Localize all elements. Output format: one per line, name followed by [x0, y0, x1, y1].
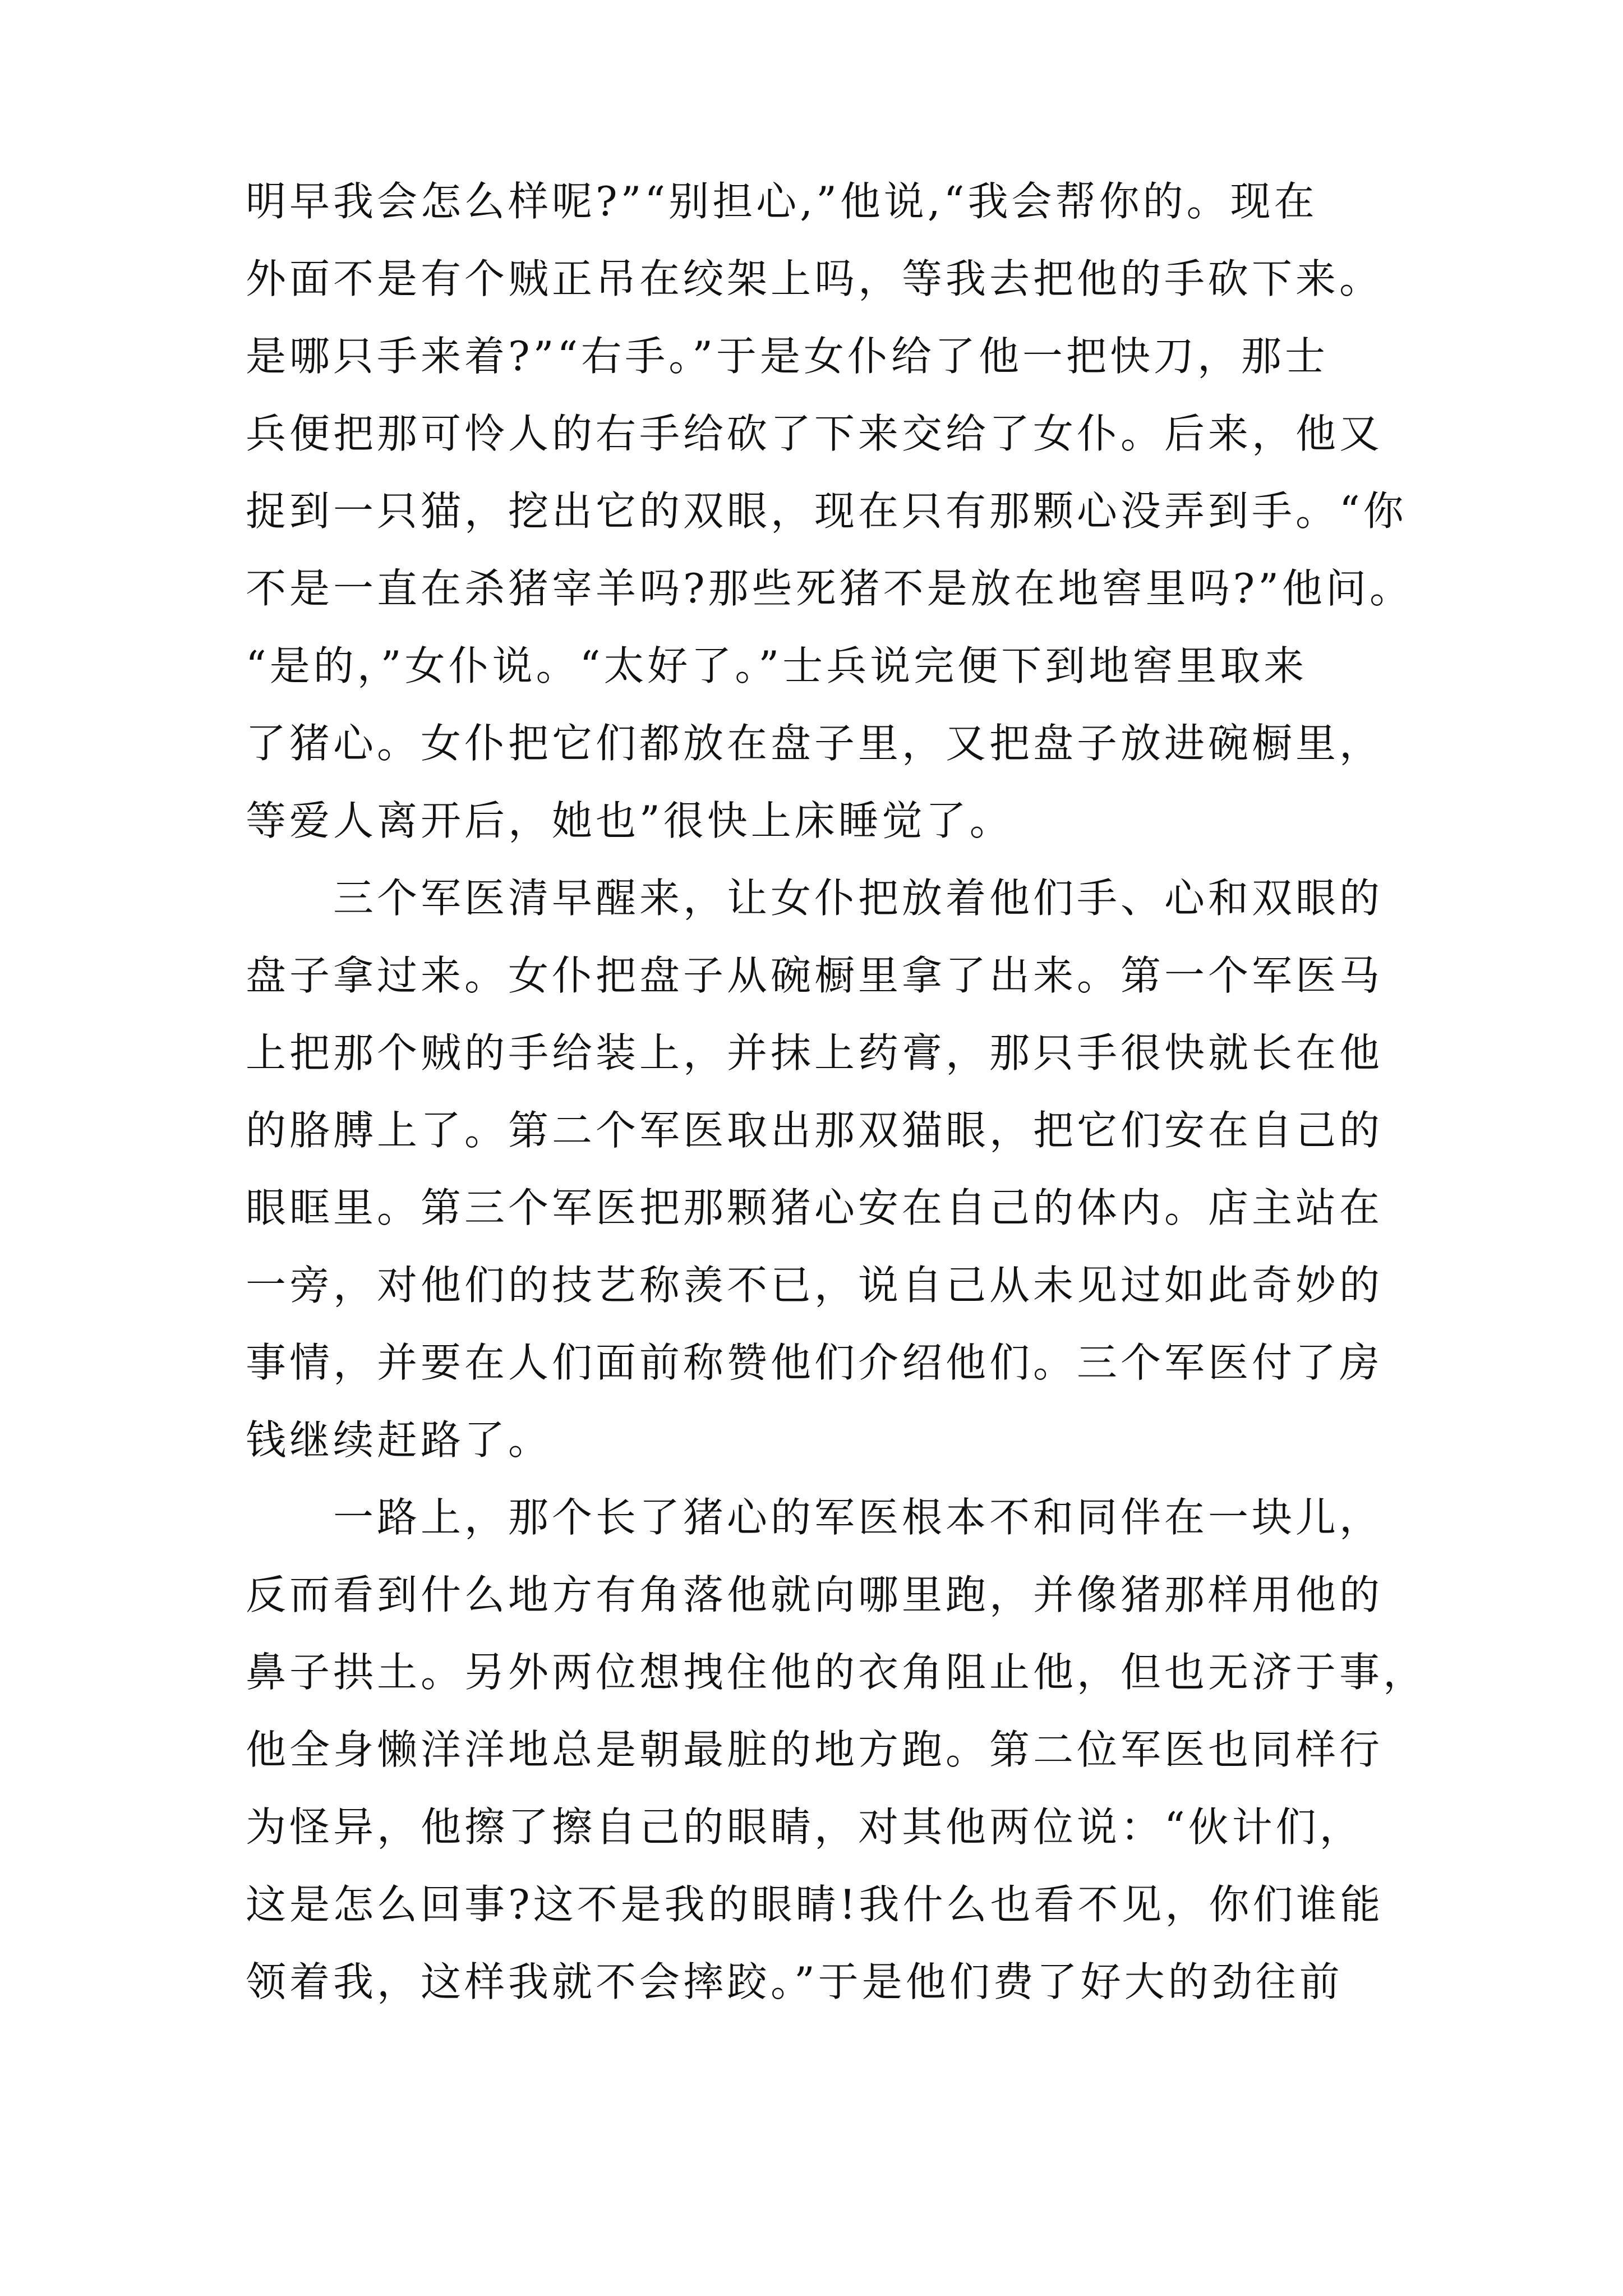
text-line: 了猪心。女仆把它们都放在盘子里，又把盘子放进碗橱里， [246, 720, 1384, 767]
text-line: 一旁，对他们的技艺称羡不已，说自己从未见过如此奇妙的 [246, 1262, 1384, 1309]
text-line: 鼻子拱土。另外两位想拽住他的衣角阻止他，但也无济于事， [246, 1649, 1427, 1696]
text-line: 捉到一只猫，挖出它的双眼，现在只有那颗心没弄到手。“你 [246, 487, 1407, 535]
text-line: 为怪异，他擦了擦自己的眼睛，对其他两位说：“伙计们， [246, 1803, 1363, 1851]
text-line: 盘子拿过来。女仆把盘子从碗橱里拿了出来。第一个军医马 [246, 952, 1384, 999]
body-text [246, 163, 1427, 2021]
paragraph-first-line: 一路上，那个长了猪心的军医根本不和同伴在一块儿， [333, 1494, 1384, 1541]
text-line: 钱继续赶路了。 [246, 1416, 552, 1464]
text-line: 反而看到什么地方有角落他就向哪里跑，并像猪那样用他的 [246, 1571, 1384, 1618]
text-line: 领着我，这样我就不会摔跤。”于是他们费了好大的劲往前 [246, 1958, 1343, 2005]
text-line: 等爱人离开后，她也”很快上床睡觉了。 [246, 797, 1013, 844]
paragraph-first-line: 三个军医清早醒来，让女仆把放着他们手、心和双眼的 [333, 875, 1384, 922]
text-line: 这是怎么回事?这不是我的眼睛!我什么也看不见，你们谁能 [246, 1881, 1384, 1928]
text-line: 明早我会怎么样呢?”“别担心,”他说,“我会帮你的。现在 [246, 178, 1318, 225]
text-line: 的胳膊上了。第二个军医取出那双猫眼，把它们安在自己的 [246, 1107, 1384, 1154]
text-line: “是的，”女仆说。“太好了。”士兵说完便下到地窖里取来 [246, 642, 1308, 689]
text-line: 眼眶里。第三个军医把那颗猪心安在自己的体内。店主站在 [246, 1184, 1384, 1231]
text-line: 上把那个贼的手给装上，并抹上药膏，那只手很快就长在他 [246, 1029, 1384, 1076]
text-line: 事情，并要在人们面前称赞他们介绍他们。三个军医付了房 [246, 1339, 1384, 1386]
text-line: 兵便把那可怜人的右手给砍了下来交给了女仆。后来，他又 [246, 410, 1384, 457]
text-line: 是哪只手来着?”“右手。”于是女仆给了他一把快刀，那士 [246, 333, 1329, 380]
text-line: 不是一直在杀猪宰羊吗?那些死猪不是放在地窖里吗?”他问。 [246, 565, 1414, 612]
text-line: 他全身懒洋洋地总是朝最脏的地方跑。第二位军医也同样行 [246, 1726, 1384, 1773]
text-line: 外面不是有个贼正吊在绞架上吗，等我去把他的手砍下来。 [246, 255, 1384, 302]
